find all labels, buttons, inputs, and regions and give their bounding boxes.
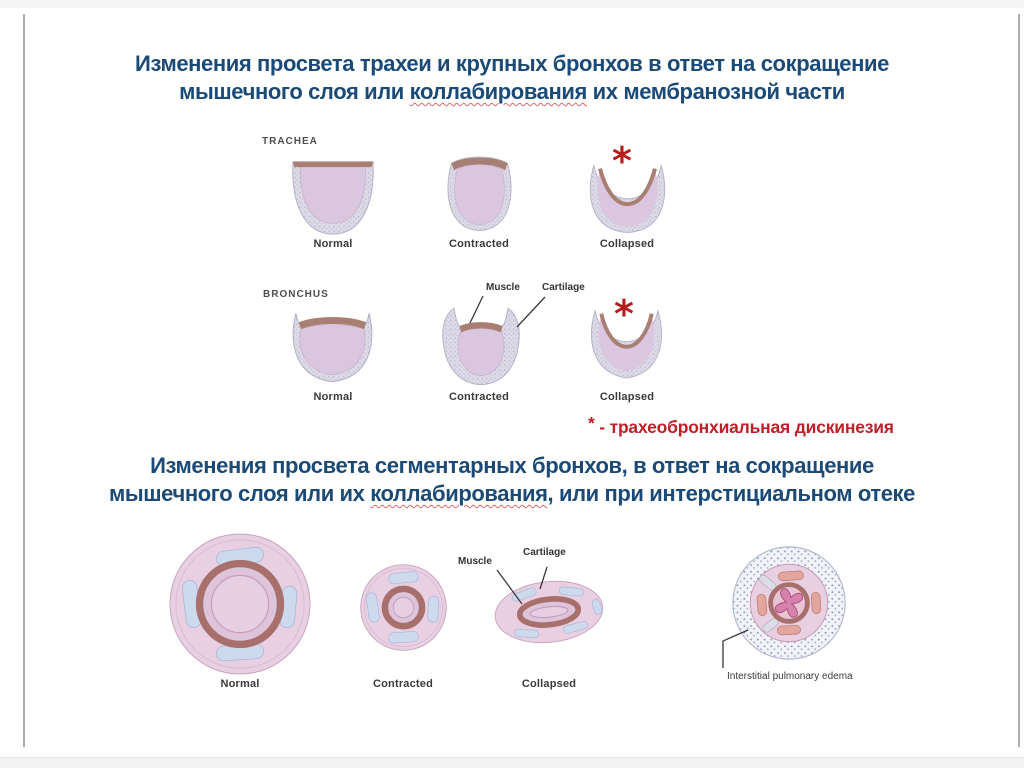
slide-right-border [1018,14,1020,747]
bronchus-section-label: BRONCHUS [263,289,329,300]
footnote-asterisk: * [588,413,595,433]
segmental-normal-label: Normal [220,678,260,690]
footnote-text: - трахеобронхиальная дискинезия [594,417,894,437]
edema-label: Interstitial pulmonary edema [727,671,853,682]
bronchus-muscle-label: Muscle [486,282,520,293]
bronchus-collapsed-label: Collapsed [599,391,655,403]
bronchus-collapsed-asterisk: * [614,292,634,336]
bronchus-normal-label: Normal [313,391,353,403]
segmental-contracted-label: Contracted [372,678,434,690]
title1-line2-after: их мембранозной части [586,79,845,104]
segmental-normal-diagram [166,530,314,678]
segmental-collapsed-label: Collapsed [521,678,577,690]
secondary-title-line-2 [40,480,984,508]
segmental-cartilage-label: Cartilage [523,547,566,558]
title2-misspelled-word: коллабирования [370,481,548,506]
edema-diagram [729,543,849,663]
trachea-contracted-diagram [437,150,522,238]
title2-line2-after: , или при интерстициальном отеке [547,481,916,506]
trachea-normal-label: Normal [313,238,353,250]
title1-line2-before: мышечного слоя или [179,79,410,104]
segmental-collapsed-diagram [490,576,608,648]
main-title-line-2 [40,78,984,106]
secondary-title-line-1: Изменения просвета сегментарных бронхов, в ответ на сокращение [150,453,874,478]
title2-line2-before: мышечного слоя или их [108,481,371,506]
trachea-contracted-label: Contracted [448,238,510,250]
secondary-title [40,452,984,508]
title1-misspelled-word: коллабирования [409,79,587,104]
dyskinesia-footnote [588,413,894,438]
bronchus-normal-diagram [283,306,382,388]
segmental-muscle-label: Muscle [458,556,492,567]
bronchus-contracted-diagram [436,299,526,393]
trachea-section-label: TRACHEA [262,136,318,147]
bronchus-contracted-label: Contracted [448,391,510,403]
main-title-line-1: Изменения просвета трахеи и крупных бронхов в ответ на сокращение [135,51,889,76]
trachea-collapsed-asterisk: * [612,139,632,183]
main-title [40,50,984,106]
segmental-contracted-diagram [357,561,450,654]
bronchus-cartilage-label: Cartilage [542,282,585,293]
page-bottom-strip [0,757,1024,768]
page-top-strip [0,0,1024,8]
trachea-collapsed-label: Collapsed [599,238,655,250]
trachea-normal-diagram [284,152,382,238]
slide-left-border [23,14,25,747]
